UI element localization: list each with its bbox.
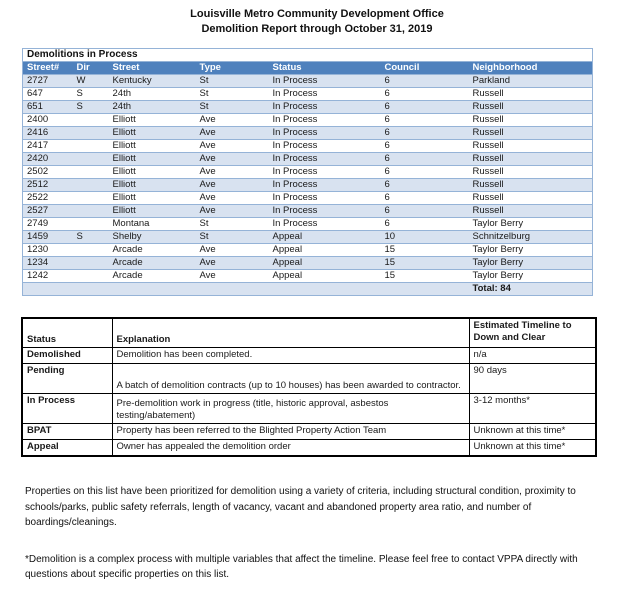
demolition-cell: Arcade — [109, 244, 196, 257]
legend-column-explanation: Explanation — [112, 318, 469, 348]
demolition-cell: Elliott — [109, 140, 196, 153]
status-legend-header-row — [22, 318, 596, 348]
demolition-row — [23, 140, 593, 153]
demolition-cell: 1230 — [23, 244, 73, 257]
demolition-cell: In Process — [269, 218, 381, 231]
demolition-cell: 6 — [381, 101, 469, 114]
demolition-cell: St — [196, 231, 269, 244]
column-header-street: Street — [109, 62, 196, 75]
demolition-cell: In Process — [269, 140, 381, 153]
demolition-cell: Arcade — [109, 257, 196, 270]
demolition-cell: In Process — [269, 127, 381, 140]
legend-status-cell: Appeal — [22, 440, 112, 457]
demolition-cell: 6 — [381, 218, 469, 231]
demolition-cell: 15 — [381, 257, 469, 270]
demolition-cell: S — [73, 88, 109, 101]
timeline-disclaimer-note: *Demolition is a complex process with multiple variables that affect the timeline. Please feel free to contact VPPA directly with questions about specific properties on this list. — [25, 553, 578, 580]
demolition-cell: 2502 — [23, 166, 73, 179]
demolition-cell: 2527 — [23, 205, 73, 218]
demolition-cell — [73, 166, 109, 179]
legend-status-cell: BPAT — [22, 424, 112, 440]
demolition-cell: 24th — [109, 88, 196, 101]
demolition-cell: In Process — [269, 114, 381, 127]
demolition-cell: 1459 — [23, 231, 73, 244]
demolition-cell: 10 — [381, 231, 469, 244]
demolitions-table-title: Demolitions in Process — [23, 49, 593, 62]
demolition-cell: Arcade — [109, 270, 196, 283]
demolition-cell — [73, 179, 109, 192]
demolition-cell: Elliott — [109, 127, 196, 140]
demolition-cell: 6 — [381, 179, 469, 192]
legend-column-status: Status — [22, 318, 112, 348]
demolition-row — [23, 127, 593, 140]
demolition-cell: S — [73, 231, 109, 244]
demolition-row — [23, 270, 593, 283]
report-title-line1: Louisville Metro Community Development Office — [190, 8, 444, 20]
demolition-cell: Ave — [196, 114, 269, 127]
status-legend-row — [22, 424, 596, 440]
column-header-council: Council — [381, 62, 469, 75]
demolition-cell: 6 — [381, 166, 469, 179]
demolition-row — [23, 257, 593, 270]
demolition-cell: 2749 — [23, 218, 73, 231]
legend-explanation-cell: Demolition has been completed. — [112, 348, 469, 364]
status-legend-row — [22, 440, 596, 457]
demolition-cell: In Process — [269, 205, 381, 218]
demolition-cell: In Process — [269, 179, 381, 192]
demolition-cell: 2512 — [23, 179, 73, 192]
demolition-cell: Elliott — [109, 166, 196, 179]
demolition-cell: Ave — [196, 179, 269, 192]
demolition-cell: 651 — [23, 101, 73, 114]
legend-timeline-cell: 90 days — [469, 364, 596, 394]
demolition-cell: In Process — [269, 101, 381, 114]
demolition-cell: Russell — [469, 179, 593, 192]
legend-explanation-cell: A batch of demolition contracts (up to 10 houses) has been awarded to contractor. — [112, 364, 469, 394]
demolition-cell: 15 — [381, 270, 469, 283]
demolition-row — [23, 244, 593, 257]
demolition-cell: Schnitzelburg — [469, 231, 593, 244]
status-legend-row — [22, 364, 596, 394]
legend-timeline-cell: Unknown at this time* — [469, 440, 596, 457]
demolition-cell: Russell — [469, 205, 593, 218]
demolition-cell: Ave — [196, 192, 269, 205]
demolition-cell: 6 — [381, 127, 469, 140]
demolition-cell: 2420 — [23, 153, 73, 166]
status-legend-row — [22, 394, 596, 424]
demolition-cell: Ave — [196, 140, 269, 153]
demolition-cell: 6 — [381, 205, 469, 218]
legend-explanation-cell: Owner has appealed the demolition order — [112, 440, 469, 457]
demolition-cell: 2727 — [23, 75, 73, 88]
legend-timeline-cell: n/a — [469, 348, 596, 364]
legend-status-cell: Demolished — [22, 348, 112, 364]
demolition-cell: Taylor Berry — [469, 270, 593, 283]
legend-status-cell: Pending — [22, 364, 112, 394]
demolition-cell: Russell — [469, 101, 593, 114]
status-legend-table — [21, 317, 597, 457]
demolition-cell: Montana — [109, 218, 196, 231]
demolition-row — [23, 179, 593, 192]
demolition-cell: Russell — [469, 166, 593, 179]
demolitions-table — [22, 48, 593, 296]
demolition-cell: Ave — [196, 244, 269, 257]
demolition-cell: Elliott — [109, 153, 196, 166]
demolition-row — [23, 101, 593, 114]
demolition-cell: Parkland — [469, 75, 593, 88]
column-header-type: Type — [196, 62, 269, 75]
demolition-cell: 6 — [381, 88, 469, 101]
demolition-cell — [73, 257, 109, 270]
demolition-cell: 6 — [381, 75, 469, 88]
demolition-row — [23, 114, 593, 127]
demolition-cell: Appeal — [269, 257, 381, 270]
demolition-cell: Ave — [196, 153, 269, 166]
prioritization-note: Properties on this list have been prioritized for demolition using a variety of criteria, including structural condition, proximity to schools/parks, public safety referrals, length of vacancy, vacant and abandoned property area ratio, and number of boardings/cleanings. — [25, 486, 576, 528]
demolition-cell — [73, 244, 109, 257]
demolition-cell: 647 — [23, 88, 73, 101]
demolition-row — [23, 88, 593, 101]
demolition-cell: 2522 — [23, 192, 73, 205]
demolition-cell: St — [196, 101, 269, 114]
demolition-cell: 2400 — [23, 114, 73, 127]
demolition-row — [23, 192, 593, 205]
demolition-cell: Russell — [469, 88, 593, 101]
demolition-cell: In Process — [269, 166, 381, 179]
demolition-cell: 6 — [381, 192, 469, 205]
demolition-row — [23, 205, 593, 218]
legend-timeline-cell: 3-12 months* — [469, 394, 596, 424]
demolition-cell: S — [73, 101, 109, 114]
total-label: Total: 84 — [469, 283, 593, 296]
status-legend-body — [22, 348, 596, 457]
demolition-cell: Appeal — [269, 270, 381, 283]
demolition-cell: 1234 — [23, 257, 73, 270]
report-title-line2: Demolition Report through October 31, 2019 — [201, 23, 433, 35]
legend-timeline-cell: Unknown at this time* — [469, 424, 596, 440]
demolition-cell: Appeal — [269, 231, 381, 244]
demolition-cell: Shelby — [109, 231, 196, 244]
demolition-cell: St — [196, 88, 269, 101]
demolitions-table-body — [23, 75, 593, 283]
demolition-cell: Ave — [196, 270, 269, 283]
demolition-cell — [73, 127, 109, 140]
demolition-cell: Ave — [196, 166, 269, 179]
demolition-cell: 2416 — [23, 127, 73, 140]
demolition-cell: 15 — [381, 244, 469, 257]
demolition-row — [23, 231, 593, 244]
demolition-cell: Elliott — [109, 192, 196, 205]
demolition-cell: Russell — [469, 153, 593, 166]
demolition-cell: 2417 — [23, 140, 73, 153]
demolition-row — [23, 75, 593, 88]
legend-status-cell: In Process — [22, 394, 112, 424]
demolitions-table-title-row — [23, 49, 593, 62]
demolition-row — [23, 218, 593, 231]
demolition-cell: Kentucky — [109, 75, 196, 88]
demolition-cell — [73, 218, 109, 231]
demolitions-table-header-row — [23, 62, 593, 75]
legend-column-timeline: Estimated Timeline to Down and Clear — [469, 318, 596, 348]
demolition-cell: In Process — [269, 88, 381, 101]
demolition-row — [23, 166, 593, 179]
demolition-cell — [73, 153, 109, 166]
demolition-cell: Appeal — [269, 244, 381, 257]
demolition-cell: Ave — [196, 205, 269, 218]
demolition-cell: 6 — [381, 140, 469, 153]
demolition-cell: Elliott — [109, 179, 196, 192]
demolition-cell: In Process — [269, 192, 381, 205]
legend-explanation-cell: Property has been referred to the Blighted Property Action Team — [112, 424, 469, 440]
demolition-cell: Taylor Berry — [469, 257, 593, 270]
demolition-cell: Ave — [196, 127, 269, 140]
demolition-cell: Taylor Berry — [469, 244, 593, 257]
demolition-cell: Taylor Berry — [469, 218, 593, 231]
demolition-cell: In Process — [269, 75, 381, 88]
total-row — [23, 283, 593, 296]
demolition-cell — [73, 140, 109, 153]
demolition-row — [23, 153, 593, 166]
demolition-cell: Russell — [469, 192, 593, 205]
demolition-cell: Elliott — [109, 114, 196, 127]
demolition-cell — [73, 270, 109, 283]
demolition-cell: St — [196, 75, 269, 88]
demolition-cell: Elliott — [109, 205, 196, 218]
demolition-cell: Ave — [196, 257, 269, 270]
report-header — [0, 0, 634, 37]
column-header-neighborhood: Neighborhood — [469, 62, 593, 75]
legend-explanation-cell: Pre-demolition work in progress (title, historic approval, asbestos testing/abatement) — [112, 394, 469, 424]
column-header-dir: Dir — [73, 62, 109, 75]
column-header-status: Status — [269, 62, 381, 75]
demolition-cell: 1242 — [23, 270, 73, 283]
demolition-cell: St — [196, 218, 269, 231]
column-header-street-number: Street# — [23, 62, 73, 75]
demolition-cell: 6 — [381, 153, 469, 166]
demolition-cell: 24th — [109, 101, 196, 114]
demolition-cell — [73, 205, 109, 218]
demolition-cell: Russell — [469, 114, 593, 127]
demolition-cell: W — [73, 75, 109, 88]
demolition-cell: Russell — [469, 127, 593, 140]
demolition-cell — [73, 114, 109, 127]
demolition-cell: 6 — [381, 114, 469, 127]
demolition-cell: In Process — [269, 153, 381, 166]
status-legend-row — [22, 348, 596, 364]
demolition-cell — [73, 192, 109, 205]
demolition-cell: Russell — [469, 140, 593, 153]
total-row-spacer — [23, 283, 469, 296]
